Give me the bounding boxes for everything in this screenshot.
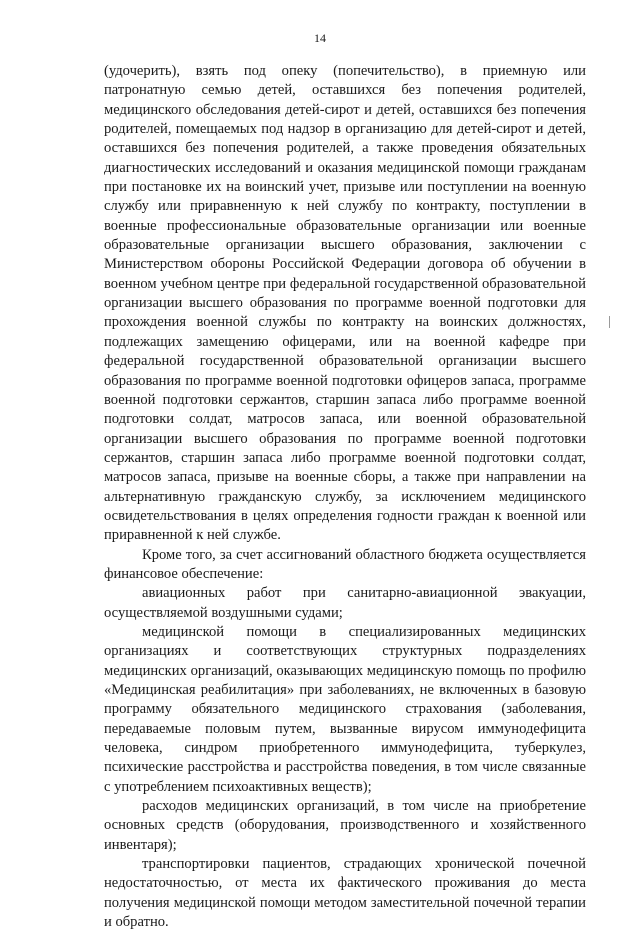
scan-margin-mark <box>609 316 610 328</box>
paragraph-organization-expenses: расходов медицинских организаций, в том числе на приобретение основных средств (оборудования, производственного и хозяйственного инвентаря); <box>104 798 586 853</box>
paragraph-specialized-care: медицинской помощи в специализированных медицинских организациях и соответствующих структурных подразделениях медицинских организаций, оказывающих медицинскую помощь по профилю «Медицинская реабилитация» при заболеваниях, не включенных в базовую программу обязательного медицинского страхования (заболевания, передаваемые половым путем, вызванные вирусом иммунодефицита человека, синдром приобретенного иммунодефицита, туберкулез, психические расстройства и расстройства поведения, в том числе связанные с употреблением психоактивных веществ); <box>104 623 586 795</box>
paragraph-aviation-works: авиационных работ при санитарно-авиационной эвакуации, осуществляемой воздушными судами; <box>104 585 586 621</box>
page-number: 14 <box>314 31 326 45</box>
paragraph-continuation: (удочерить), взять под опеку (попечительство), в приемную или патронатную семью детей, оставшихся без попечения родителей, медицинского обследования детей-сирот и детей, оставшихся без попечения родителей, помещаемых под надзор в организацию для детей-сирот и детей, оставшихся без попечения родителей, а также проведения обязательных диагностических исследований и оказания медицинской помощи гражданам при постановке их на воинский учет, призыве или поступлении на военную службу или приравненную к ней службу по контракту, поступлении в военные профессиональные образовательные организации или военные образовательные организации высшего образования, заключении с Министерством обороны Российской Федерации договора об обучении в военном учебном центре при федеральной государственной образовательной организации высшего образования по программе военной подготовки для прохождения военной службы по контракту на воинских должностях, подлежащих замещению офицерами, или на военной кафедре при федеральной государственной образовательной организации высшего образования по программе военной подготовки офицеров запаса, программе военной подготовки сержантов, старшин запаса либо программе военной подготовки солдат, матросов запаса, или военной образовательной организации высшего образования по программе военной подготовки сержантов, старшин запаса либо программе военной подготовки солдат, матросов запаса, призыве на военные сборы, а также при направлении на альтернативную гражданскую службу, за исключением медицинского освидетельствования в целях определения годности граждан к военной или приравненной к ней службе. <box>104 63 586 544</box>
document-body <box>104 62 586 932</box>
paragraph-funding-intro: Кроме того, за счет ассигнований областного бюджета осуществляется финансовое обеспечение: <box>104 546 586 582</box>
paragraph-patient-transport: транспортировки пациентов, страдающих хронической почечной недостаточностью, от места их фактического проживания до места получения медицинской помощи методом заместительной почечной терапии и обратно. <box>104 856 586 931</box>
